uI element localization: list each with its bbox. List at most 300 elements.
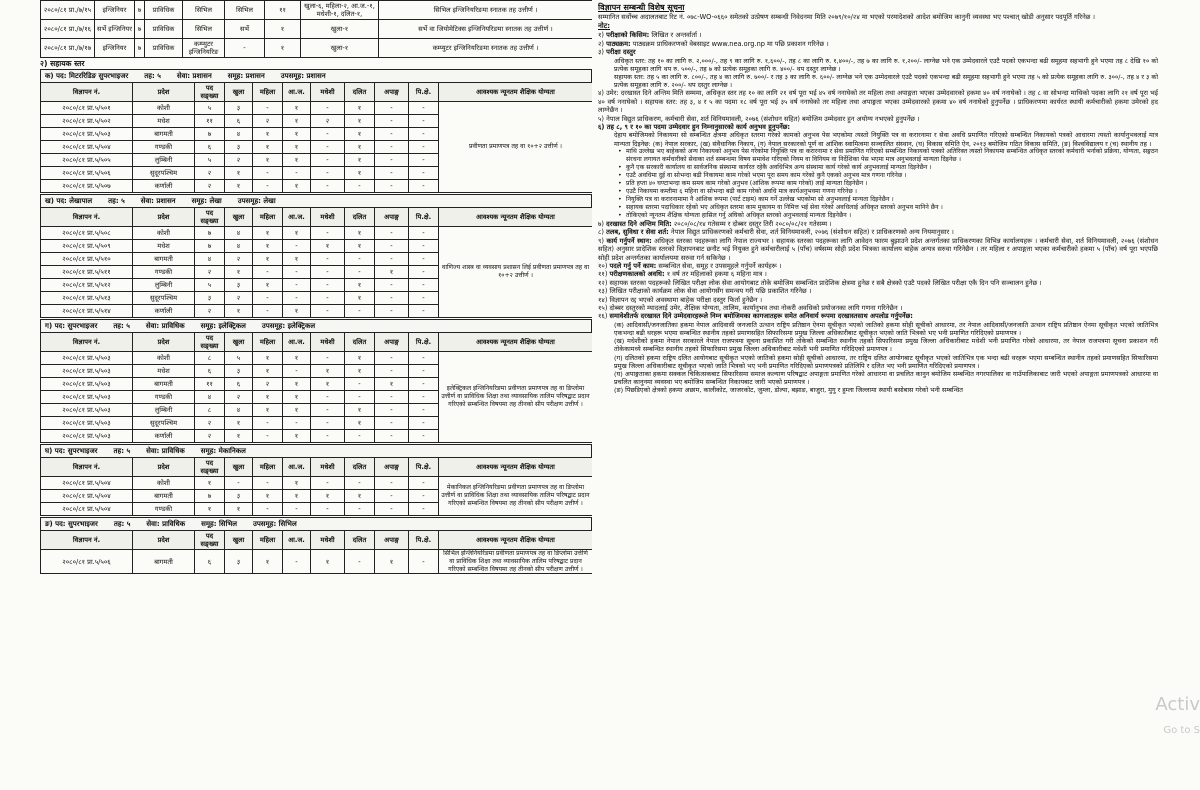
table-row bbox=[41, 20, 593, 39]
table-cell: - bbox=[345, 391, 375, 404]
table-cell: २०८०/८१ प्रा.५/५०५ bbox=[41, 154, 133, 167]
table-cell: २ bbox=[195, 430, 225, 443]
table-cell: मधेश bbox=[133, 240, 195, 253]
table-cell: ३ bbox=[225, 365, 253, 378]
table-cell: २०८०/८१ प्रा.५/५०३ bbox=[41, 430, 133, 443]
qualification-cell: सिभिल इन्जिनियरिङमा प्रवीणता प्रमाणपत्र तह वा डिप्लोमा उत्तीर्ण वा प्राविधिक शिक्षा तथा व्यावसायिक तालिम परिषद्बाट प्रदान गरिएको सम्बन्धित विषयमा तह तीनको सीप परीक्षण उत्तीर्ण । bbox=[439, 550, 593, 574]
column-header: अपाङ्ग bbox=[375, 458, 409, 477]
table-cell: १ bbox=[345, 128, 375, 141]
table-cell: १ bbox=[253, 365, 283, 378]
column-header: प्रदेश bbox=[133, 208, 195, 227]
table-cell: ३ bbox=[225, 141, 253, 154]
vacancy-table bbox=[40, 82, 592, 193]
note-label: पाठ्यक्रम: bbox=[606, 39, 631, 48]
column-header: पद सङ्ख्या bbox=[195, 208, 225, 227]
table-cell: १ bbox=[253, 141, 283, 154]
table-cell: - bbox=[375, 167, 409, 180]
column-header: मधेशी bbox=[311, 208, 345, 227]
table-cell: १ bbox=[225, 417, 253, 430]
post-meta-item: उपसमूह: प्रशासन bbox=[280, 72, 326, 80]
table-cell: - bbox=[409, 477, 439, 490]
table-cell: १ bbox=[345, 365, 375, 378]
table-cell: - bbox=[311, 180, 345, 193]
right-column bbox=[598, 0, 1158, 790]
sections-container bbox=[40, 69, 592, 574]
column-header: खुला bbox=[225, 531, 253, 550]
table-row bbox=[41, 550, 593, 574]
table-cell: - bbox=[311, 503, 345, 516]
post-meta-item: तह: ५ bbox=[144, 72, 161, 80]
note-item bbox=[598, 228, 1158, 236]
cell-samuha: कम्प्युटर इन्जिनियरिङ bbox=[183, 39, 225, 58]
table-cell: १ bbox=[253, 227, 283, 240]
table-cell: बागमती bbox=[133, 490, 195, 503]
note-text: पाठ्यक्रम प्राधिकरणको वेबसाइट www.nea.org.np मा पछि प्रकाशन गरिनेछ । bbox=[630, 39, 829, 48]
column-header: पद सङ्ख्या bbox=[195, 333, 225, 352]
cell-upsamuha: सर्भे bbox=[225, 20, 265, 39]
header-row bbox=[41, 333, 593, 352]
table-cell: - bbox=[311, 141, 345, 154]
table-cell: १ bbox=[345, 404, 375, 417]
qualification-cell: इलेक्ट्रिकल इन्जिनियरिङमा प्रवीणता प्रमाणपत्र तह वा डिप्लोमा उत्तीर्ण वा प्राविधिक शिक्षा तथा व्यावसायिक तालिम परिषद्बाट प्रदान गरिएको सम्बन्धित विषयमा तह तीनको सीप परीक्षण उत्तीर्ण । bbox=[439, 352, 593, 443]
cell-qual: कम्प्युटर इन्जिनियरिङमा स्नातक तह उत्तीर्ण । bbox=[379, 39, 593, 58]
table-cell: गण्डकी bbox=[133, 391, 195, 404]
note-text: अधिकृत स्तरका पदहरूका लागि नेपाल राज्यभर । सहायक स्तरका पदहरूका लागि आवेदन फारम बुझाउने प्रदेश अन्तर्गतका प्राधिकरणका विभिन्न कार्यालयहरू । कर्मचारी सेवा, शर्त विनियमावली, २०७६ (संशोधन सहित) अनुसार प्रादेशिक स्तरको विज्ञापनबाट छनौट भई नियुक्त हुने कर्मचारीलाई ५ (पाँच) वर्षसम्म सोही प्रदेश भित्रका कार्यालय बाहेक अन्यत्र सरुवा गरिनेछैन । तर महिला र अपाङ्गता भएका कर्मचारीको हकमा ५ (पाँच) वर्ष पूरा भएपछि सोही प्रदेश अन्तर्गतका कार्यालयमा सरुवा गर्न सकिनेछ । bbox=[598, 236, 1158, 262]
table-cell: १ bbox=[311, 490, 345, 503]
note-number: १५) bbox=[598, 303, 608, 312]
notes-list-rest bbox=[598, 220, 1158, 321]
inclusion-item: (घ) अपाङ्गताका हकमा सक्कल चिकित्सकबाट सिफारिसमा समाज कल्याण परिषद्बाट अपाङ्गता प्रमाणित गरेको आधारमा वा प्रचलित कानुन बमोजिम सम्बन्धित नगरपालिका वा गाउँपालिकाबाट जारी भएको अपाङ्गता प्रमाणपत्रको आधारमा वा प्रचलित कानुनमा व्यवस्था भए बमोजिम सम्बन्धित निकायबाट जारी भएको प्रमाणपत्र । bbox=[614, 369, 1158, 387]
experience-heading: ६) तह ८, ९ र १० का पदमा उम्मेदवार हुन निम्नानुसारको कार्य अनुभव हुनुपर्नेछ: bbox=[598, 123, 791, 132]
table-cell: १ bbox=[283, 305, 311, 318]
table-cell: - bbox=[375, 227, 409, 240]
table-cell: लुम्बिनी bbox=[133, 404, 195, 417]
table-cell: ८ bbox=[195, 404, 225, 417]
post-meta-item: सेवा: प्रशासन bbox=[140, 197, 176, 205]
table-cell: - bbox=[311, 102, 345, 115]
table-cell: - bbox=[253, 477, 283, 490]
table-cell: - bbox=[311, 266, 345, 279]
table-cell: ५ bbox=[195, 279, 225, 292]
table-row bbox=[41, 477, 593, 490]
table-cell: - bbox=[375, 292, 409, 305]
table-cell: १ bbox=[283, 378, 311, 391]
table-cell: २०८०/८१ प्रा.५/५१३ bbox=[41, 292, 133, 305]
table-cell: - bbox=[375, 115, 409, 128]
table-cell: कोशी bbox=[133, 352, 195, 365]
table-cell: ३ bbox=[225, 102, 253, 115]
table-cell: २०८०/८१ प्रा.५/५०१ bbox=[41, 102, 133, 115]
column-header: मधेशी bbox=[311, 333, 345, 352]
table-cell: १ bbox=[253, 253, 283, 266]
table-cell: - bbox=[311, 430, 345, 443]
post-meta-item: सेवा: प्राविधिक bbox=[145, 322, 185, 330]
note-text: २०८०/०८/१४ गतेसम्म र दोब्बर दस्तुर तिरी २०८०/०८/२१ गतेसम्म । bbox=[671, 219, 832, 228]
post-meta-item: समूह: इलेक्ट्रिकल bbox=[200, 322, 246, 330]
table-cell: - bbox=[375, 417, 409, 430]
table-cell: ६ bbox=[225, 378, 253, 391]
column-header: मधेशी bbox=[311, 83, 345, 102]
table-cell: - bbox=[283, 365, 311, 378]
table-cell: कर्णाली bbox=[133, 180, 195, 193]
note-label: दरखास्त दिने अन्तिम मिति: bbox=[606, 219, 672, 228]
table-cell: - bbox=[375, 253, 409, 266]
table-cell: २०८०/८१ प्रा.५/५०८ bbox=[41, 227, 133, 240]
table-cell: कर्णाली bbox=[133, 305, 195, 318]
note-text: सम्बन्धित सेवा, समूह र उपसमूहले गर्नुपर्ने कार्यहरू । bbox=[656, 261, 782, 270]
table-cell: कोशी bbox=[133, 477, 195, 490]
table-cell: - bbox=[409, 102, 439, 115]
table-cell: - bbox=[375, 430, 409, 443]
table-cell: - bbox=[409, 430, 439, 443]
post-meta-item: तह: ५ bbox=[113, 322, 130, 330]
cell-ad: २०८०/८१ प्रा./७/१५ bbox=[41, 1, 95, 20]
table-row bbox=[41, 102, 593, 115]
column-header: खुला bbox=[225, 83, 253, 102]
column-header: प्रदेश bbox=[133, 83, 195, 102]
table-cell: - bbox=[253, 417, 283, 430]
table-cell: ३ bbox=[225, 279, 253, 292]
post-meta-item: समूह: लेखा bbox=[191, 197, 222, 205]
cell-samuha: सिभिल bbox=[183, 1, 225, 20]
table-cell: १ bbox=[345, 167, 375, 180]
note-number: २) bbox=[598, 39, 605, 48]
column-header: प्रदेश bbox=[133, 333, 195, 352]
table-cell: ६ bbox=[195, 141, 225, 154]
note-number: १३) bbox=[598, 287, 608, 296]
table-cell: - bbox=[253, 167, 283, 180]
column-header: प्रदेश bbox=[133, 531, 195, 550]
column-header: पि.क्षे. bbox=[409, 458, 439, 477]
note-text: विज्ञापन रद्द भएको अवस्थामा बाहेक परीक्षा दस्तुर फिर्ता हुनेछैन । bbox=[609, 295, 763, 304]
table-cell: - bbox=[409, 128, 439, 141]
table-cell: - bbox=[375, 404, 409, 417]
table-cell: १ bbox=[283, 141, 311, 154]
column-header: प्रदेश bbox=[133, 458, 195, 477]
table-cell: १ bbox=[283, 352, 311, 365]
table-cell: २ bbox=[311, 115, 345, 128]
experience-bullet: • सहायक स्तरमा पदाधिकार रहेको भए अधिकृत स्तरमा काम मुकायम वा निमित्त भई सेवा गरेको अवधिलाई अधिकृत स्तरको अनुभव मानिने छैन । bbox=[598, 204, 1158, 212]
table-cell: ४ bbox=[225, 404, 253, 417]
note-number: १४) bbox=[598, 295, 608, 304]
table-cell: २ bbox=[225, 154, 253, 167]
table-cell: - bbox=[409, 227, 439, 240]
table-cell: - bbox=[253, 503, 283, 516]
column-header: दलित bbox=[345, 458, 375, 477]
note-number: १) bbox=[598, 31, 605, 40]
table-cell: - bbox=[253, 305, 283, 318]
table-cell: १ bbox=[345, 352, 375, 365]
post-meta-item: तह: ५ bbox=[113, 447, 131, 455]
notes-list bbox=[598, 31, 1158, 56]
column-header: आवश्यक न्यूनतम शैक्षिक योग्यता bbox=[439, 83, 593, 102]
table-cell: - bbox=[375, 477, 409, 490]
table-cell: १ bbox=[195, 477, 225, 490]
cell-upsamuha: सिभिल bbox=[225, 1, 265, 20]
note-item bbox=[598, 237, 1158, 262]
table-cell: २०८०/८१ प्रा.५/५०३ bbox=[41, 352, 133, 365]
table-cell: १ bbox=[345, 154, 375, 167]
table-cell: १ bbox=[283, 391, 311, 404]
cell-total: १ bbox=[265, 20, 301, 39]
table-cell: १ bbox=[311, 365, 345, 378]
post-meta bbox=[40, 444, 592, 457]
table-cell: सुदूरपश्चिम bbox=[133, 417, 195, 430]
table-cell: ४ bbox=[225, 128, 253, 141]
table-cell: १ bbox=[225, 266, 253, 279]
column-header: दलित bbox=[345, 208, 375, 227]
column-header: अपाङ्ग bbox=[375, 208, 409, 227]
table-cell: २०८०/८१ प्रा.५/५०३ bbox=[41, 365, 133, 378]
table-cell: कोशी bbox=[133, 102, 195, 115]
table-cell: ५ bbox=[195, 154, 225, 167]
experience-text: देहाय बमोजिमको निकायमा सो सम्बन्धित क्षेत्रमा अधिकृत स्तरमा गरेको कामको अनुभव पेस भएकोमा त्यस्तो नियुक्ति पत्र वा करारनामा र सेवा अवधि प्रमाणित गरिएको सम्बन्धित निकायको पत्रको आधारमा त्यस्तो कार्यानुभवलाई मात्र मान्यता दिइनेछ: (क) नेपाल सरकार, (ख) संवैधानिक निकाय, (ग) नेपाल सरकारको पूर्ण वा आंशिक स्वामित्वमा सञ्चालित संस्थान, (घ) विकास समिति ऐन, २०१३ बमोजिम गठित विकास समिति, (ङ) विश्वविद्यालय र (च) स्थानीय तह । bbox=[614, 131, 1158, 148]
table-cell: - bbox=[311, 477, 345, 490]
table-cell: १ bbox=[345, 227, 375, 240]
table-cell: ७ bbox=[195, 490, 225, 503]
table-cell: १ bbox=[345, 417, 375, 430]
column-header: पद सङ्ख्या bbox=[195, 458, 225, 477]
table-cell: - bbox=[283, 417, 311, 430]
note-number: ९) bbox=[598, 236, 605, 245]
cell-pad: इन्जिनियर bbox=[95, 1, 135, 20]
table-cell: २०८०/८१ प्रा.५/५०६ bbox=[41, 167, 133, 180]
post-meta-item: क) पद: मिटररिडिङ सुपरभाइजर bbox=[45, 72, 129, 80]
table-cell: १ bbox=[253, 550, 283, 574]
column-header: महिला bbox=[253, 458, 283, 477]
table-cell: ४ bbox=[195, 253, 225, 266]
table-cell: - bbox=[311, 404, 345, 417]
table-cell: ६ bbox=[195, 550, 225, 574]
table-cell: १ bbox=[283, 477, 311, 490]
table-cell: १ bbox=[225, 430, 253, 443]
table-cell: १ bbox=[375, 266, 409, 279]
table-cell: २०८०/८१ प्रा.५/५०४ bbox=[41, 477, 133, 490]
table-cell: - bbox=[409, 167, 439, 180]
note-number: ३) bbox=[598, 48, 605, 57]
table-cell: कोशी bbox=[133, 227, 195, 240]
qualification-cell: मेकानिकल इन्जिनियरिङमा प्रवीणता प्रमाणपत्र तह वा डिप्लोमा उत्तीर्ण वा प्राविधिक शिक्षा तथा व्यावसायिक तालिम परिषद्बाट प्रदान गरिएको सम्बन्धित विषयमा तह तीनको सीप परीक्षण उत्तीर्ण । bbox=[439, 477, 593, 516]
table-cell: गण्डकी bbox=[133, 503, 195, 516]
table-cell: - bbox=[375, 154, 409, 167]
table-row bbox=[41, 1, 593, 20]
table-cell: - bbox=[375, 240, 409, 253]
table-cell: ६ bbox=[195, 365, 225, 378]
table-cell: - bbox=[409, 154, 439, 167]
table-cell: - bbox=[409, 292, 439, 305]
column-header: पद सङ्ख्या bbox=[195, 83, 225, 102]
note-item bbox=[598, 296, 1158, 304]
table-cell: १ bbox=[375, 378, 409, 391]
table-cell: २ bbox=[225, 253, 253, 266]
age-note: ४) उमेर: दरखास्त दिने अन्तिम मिति सम्ममा, अधिकृत स्तर तह १० का लागि २१ वर्ष पूरा भई ४५ वर्ष ननाघेको तर महिला तथा अपाङ्गता भएका उम्मेदवारको हकमा ४० वर्ष ननाघेको । तह ८ वा सोभन्दा माथिको पदका लागि २१ वर्ष पूरा भई ४० वर्ष ननाघेको । सहायक स्तर: तह ३, ४ र ५ का पदमा १८ वर्ष पूरा भई ३५ वर्ष ननाघेको तर महिला तथा अपाङ्गता भएका उम्मेदवारको हकमा ४० वर्ष ननाघेको हुनुपर्नेछ । प्राधिकरणमा कार्यरत स्थायी कर्मचारीको हकमा उमेरको हद लाग्नेछैन । bbox=[598, 89, 1158, 115]
table-cell: - bbox=[409, 417, 439, 430]
table-cell: १ bbox=[253, 240, 283, 253]
table-cell: - bbox=[345, 253, 375, 266]
cell-split: खुला-६, महिला-२, आ.ज.-१, मधेशी-१, दलित-१, bbox=[301, 1, 379, 20]
table-cell: १ bbox=[283, 227, 311, 240]
table-cell: - bbox=[375, 352, 409, 365]
cell-ad: २०८०/८१ प्रा./७/१६ bbox=[41, 20, 95, 39]
table-cell: ३ bbox=[195, 292, 225, 305]
cell-total: ११ bbox=[265, 1, 301, 20]
note-number: १०) bbox=[598, 261, 608, 270]
table-cell: १ bbox=[283, 102, 311, 115]
column-header: महिला bbox=[253, 208, 283, 227]
table-cell: १ bbox=[225, 180, 253, 193]
vacancy-table bbox=[40, 457, 592, 516]
table-cell: ५ bbox=[195, 102, 225, 115]
header-row bbox=[41, 208, 593, 227]
table-cell: १ bbox=[253, 279, 283, 292]
table-cell: - bbox=[375, 503, 409, 516]
note-number: ८) bbox=[598, 228, 605, 237]
table-cell: १ bbox=[283, 115, 311, 128]
table-cell: १ bbox=[283, 430, 311, 443]
vacancy-table bbox=[40, 207, 592, 318]
cell-sewa: प्राविधिक bbox=[145, 20, 183, 39]
table-cell: - bbox=[283, 503, 311, 516]
table-cell: - bbox=[345, 477, 375, 490]
table-cell: बागमती bbox=[133, 128, 195, 141]
inclusion-docs bbox=[598, 321, 1158, 395]
table-cell: १ bbox=[283, 404, 311, 417]
table-cell: मधेश bbox=[133, 115, 195, 128]
table-cell: २ bbox=[195, 305, 225, 318]
table-cell: - bbox=[409, 253, 439, 266]
table-row bbox=[41, 39, 593, 58]
table-cell: - bbox=[345, 180, 375, 193]
table-cell: १ bbox=[253, 404, 283, 417]
table-cell: २०८०/८१ प्रा.५/५०३ bbox=[41, 128, 133, 141]
post-meta bbox=[40, 319, 592, 332]
eligibility-note: ५) नेपाल विद्युत प्राधिकरण, कर्मचारी सेवा, शर्त विनियमावली, २०७६ (संशोधन सहित) बमोजिम उम्मेदवार हुन अयोग्य नभएको हुनुपर्नेछ । bbox=[598, 114, 920, 123]
cell-qual: सिभिल इन्जिनियरिङमा स्नातक तह उत्तीर्ण । bbox=[379, 1, 593, 20]
table-cell: १ bbox=[345, 102, 375, 115]
table-cell: - bbox=[311, 154, 345, 167]
note-item bbox=[598, 287, 1158, 295]
table-cell: १ bbox=[311, 378, 345, 391]
table-cell: १ bbox=[283, 180, 311, 193]
note-text: सहायक स्तरका पदहरूको लिखित परीक्षा लोक सेवा आयोगबाट तोके बमोजिम सम्बन्धित प्रादेशिक क्षेत्रमा हुनेछ र सबै क्षेत्रको एउटै पदको लिखित परीक्षा एकै दिन पनि सञ्चालन हुनेछ । bbox=[609, 278, 1042, 287]
table-cell: - bbox=[409, 503, 439, 516]
table-cell: - bbox=[345, 550, 375, 574]
experience-bullet: • एउटै निकायमा कम्तीमा ६ महिना वा सोभन्दा बढी काम गरेको अवधि मात्र कार्यअनुभवमा गणना गरिनेछ । bbox=[598, 188, 1158, 196]
note-label: तलब, सुविधा र सेवा शर्त: bbox=[606, 228, 669, 237]
table-cell: १ bbox=[345, 115, 375, 128]
cell-level: ७ bbox=[135, 20, 145, 39]
table-cell: १ bbox=[283, 128, 311, 141]
table-cell: ७ bbox=[195, 128, 225, 141]
note-label: परीक्षाको किसिम: bbox=[606, 31, 650, 40]
table-cell: १ bbox=[283, 154, 311, 167]
table-cell: १ bbox=[283, 490, 311, 503]
post-section bbox=[40, 444, 592, 516]
table-cell: बागमती bbox=[133, 550, 195, 574]
column-header: पि.क्षे. bbox=[409, 83, 439, 102]
table-cell: १ bbox=[345, 141, 375, 154]
table-cell: १ bbox=[345, 292, 375, 305]
table-cell: ४ bbox=[225, 227, 253, 240]
table-cell: - bbox=[409, 266, 439, 279]
column-header: आवश्यक न्यूनतम शैक्षिक योग्यता bbox=[439, 208, 593, 227]
post-meta-item: ख) पद: लेखापाल bbox=[45, 197, 93, 205]
cell-samuha: सिभिल bbox=[183, 20, 225, 39]
column-header: दलित bbox=[345, 83, 375, 102]
table-cell: १ bbox=[253, 352, 283, 365]
note-label: पदले गर्नु पर्ने काम: bbox=[609, 261, 657, 270]
column-header: आ.ज. bbox=[283, 83, 311, 102]
column-header: आवश्यक न्यूनतम शैक्षिक योग्यता bbox=[439, 458, 593, 477]
table-cell: २०८०/८१ प्रा.५/५१४ bbox=[41, 305, 133, 318]
cell-sewa: प्राविधिक bbox=[145, 39, 183, 58]
cell-ad: २०८०/८१ प्रा./७/१७ bbox=[41, 39, 95, 58]
column-header: आ.ज. bbox=[283, 458, 311, 477]
column-header: आ.ज. bbox=[283, 333, 311, 352]
table-cell: - bbox=[409, 378, 439, 391]
note-item bbox=[598, 48, 1158, 56]
table-cell: १ bbox=[253, 490, 283, 503]
table-row bbox=[41, 227, 593, 240]
table-cell: - bbox=[311, 253, 345, 266]
post-meta-item: ग) पद: सुपरभाइजर bbox=[45, 322, 98, 330]
table-cell: २०८०/८१ प्रा.५/५०३ bbox=[41, 391, 133, 404]
cell-split: खुला-१ bbox=[301, 39, 379, 58]
table-cell: २०८०/८१ प्रा.५/५११ bbox=[41, 266, 133, 279]
post-meta-item: समूह: मेकानिकल bbox=[200, 447, 246, 455]
column-header: मधेशी bbox=[311, 458, 345, 477]
table-cell: - bbox=[253, 180, 283, 193]
note-label: नोट: bbox=[598, 22, 611, 31]
table-cell: - bbox=[345, 378, 375, 391]
table-cell: २ bbox=[195, 417, 225, 430]
table-cell: - bbox=[283, 240, 311, 253]
column-header: अपाङ्ग bbox=[375, 333, 409, 352]
post-meta bbox=[40, 194, 592, 207]
note-item bbox=[598, 270, 1158, 278]
fee-assistant: सहायक स्तर: तह ५ का लागि रु. ८००/-, तह ४ का लागि रु. ७००/- र तह ३ का लागि रु. ६००/- लाग्नेछ भने एक उम्मेदवारले एउटै पदको एकभन्दा बढी समूहमा सहभागी हुने भएमा तह ५ को प्रत्येक समूहका लागि रु. ३००/-, तह ४ र ३ को प्रत्येक समूहका लागि रु. २००/- थप दस्तुर लाग्नेछ । bbox=[614, 73, 1158, 90]
column-header: महिला bbox=[253, 333, 283, 352]
table-cell: - bbox=[311, 305, 345, 318]
table-cell: २ bbox=[195, 167, 225, 180]
table-cell: ३ bbox=[225, 490, 253, 503]
table-cell: १ bbox=[345, 490, 375, 503]
note-item bbox=[598, 279, 1158, 287]
table-cell: - bbox=[409, 404, 439, 417]
table-cell: २०८०/८१ प्रा.५/५०४ bbox=[41, 503, 133, 516]
post-meta-item: सेवा: प्रशासन bbox=[176, 72, 212, 80]
inclusion-item: (ङ) पिछडिएको क्षेत्रको हकमा अछाम, कालीकोट, जाजरकोट, जुम्ला, डोल्पा, बझाङ, बाजुरा, मुगु र हुम्ला जिल्लामा स्थायी बसोबास गरेको भनी सम्बन्धित bbox=[614, 386, 963, 395]
column-header: विज्ञापन नं. bbox=[41, 208, 133, 227]
note-text: दोब्बर दस्तुरको म्यादलाई उमेर, शैक्षिक योग्यता, तालिम, कार्यानुभव तथा नोकरी अवधिको प्रयोजनका लागि गणना गरिनेछैन । bbox=[609, 303, 903, 312]
table-cell: ६ bbox=[225, 115, 253, 128]
note-number: ७) bbox=[598, 219, 605, 228]
table-cell: ७ bbox=[195, 240, 225, 253]
column-header: दलित bbox=[345, 333, 375, 352]
table-cell: बागमती bbox=[133, 253, 195, 266]
table-cell: - bbox=[409, 180, 439, 193]
column-header: मधेशी bbox=[311, 531, 345, 550]
post-meta-item: घ) पद: सुपरभाइजर bbox=[45, 447, 98, 455]
table-cell: ३ bbox=[225, 550, 253, 574]
table-cell: २०८०/८१ प्रा.५/५०७ bbox=[41, 180, 133, 193]
cell-pad: इन्जिनियर bbox=[95, 39, 135, 58]
table-cell: बागमती bbox=[133, 378, 195, 391]
column-header: पि.क्षे. bbox=[409, 333, 439, 352]
table-row bbox=[41, 352, 593, 365]
table-cell: - bbox=[253, 102, 283, 115]
note-item bbox=[598, 31, 1158, 39]
